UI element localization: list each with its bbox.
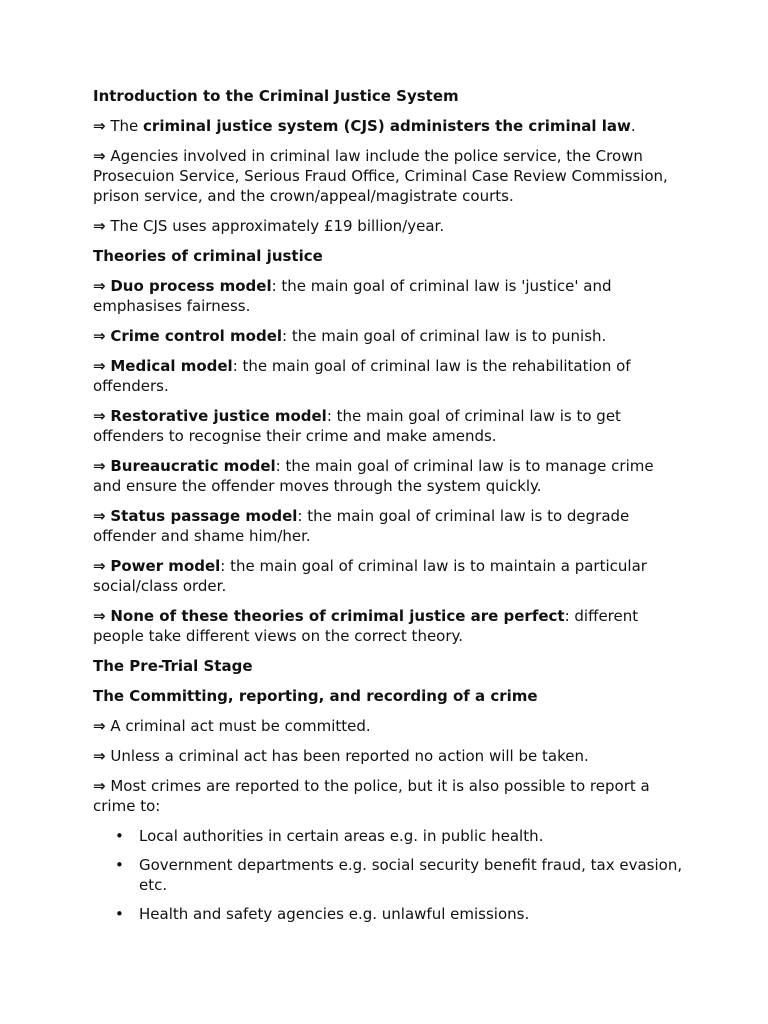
intro-p3-text: The CJS uses approximately £19 billion/year. [110,217,445,235]
arrow-icon: ⇒ [93,457,106,475]
theory-name: Restorative justice model [110,407,327,425]
bullet-icon: • [115,827,124,845]
theory-item [93,356,683,396]
arrow-icon: ⇒ [93,717,106,735]
pretrial-p3-text: Most crimes are reported to the police, but it is also possible to report a crime to: [93,777,650,815]
arrow-icon: ⇒ [93,217,106,235]
arrow-icon: ⇒ [93,747,106,765]
list-item-text: Local authorities in certain areas e.g. in public health. [139,827,544,845]
report-bodies-list [93,826,683,924]
theory-description: : the main goal of criminal law is to maintain a particular social/class order. [93,557,647,595]
arrow-icon: ⇒ [93,357,106,375]
pretrial-p1-text: A criminal act must be committed. [110,717,371,735]
arrow-icon: ⇒ [93,507,106,525]
arrow-icon: ⇒ [93,147,106,165]
intro-p2-text: Agencies involved in criminal law include the police service, the Crown Prosecuion Service, Serious Fraud Office, Criminal Case Review Commission, prison service, and the crown/appeal/magistrate courts. [93,147,668,205]
arrow-icon: ⇒ [93,777,106,795]
pretrial-paragraph-3 [93,776,683,816]
arrow-icon: ⇒ [93,557,106,575]
intro-heading: Introduction to the Criminal Justice System [93,87,459,105]
theory-description: : the main goal of criminal law is to get offenders to recognise their crime and make amends. [93,407,621,445]
theory-name: Duo process model [110,277,272,295]
arrow-icon: ⇒ [93,327,106,345]
intro-paragraph-3 [93,216,683,236]
list-item [93,855,683,895]
theory-name: Bureaucratic model [110,457,276,475]
theory-description: : the main goal of criminal law is to manage crime and ensure the offender moves through the system quickly. [93,457,654,495]
intro-paragraph-2 [93,146,683,206]
intro-p1-post: . [630,117,636,135]
pretrial-p2-text: Unless a criminal act has been reported no action will be taken. [110,747,589,765]
theory-name: Power model [110,557,221,575]
theory-item [93,456,683,496]
bullet-icon: • [115,856,124,874]
theory-item [93,506,683,546]
intro-paragraph-1 [93,116,683,136]
theory-name: Status passage model [110,507,298,525]
list-item [93,826,683,846]
theory-name: None of these theories of crimimal justice are perfect [110,607,565,625]
arrow-icon: ⇒ [93,277,106,295]
theory-description: : the main goal of criminal law is 'justice' and emphasises fairness. [93,277,612,315]
theory-name: Medical model [110,357,233,375]
intro-p1-pre: The [110,117,144,135]
theory-item [93,276,683,316]
pretrial-paragraph-1 [93,716,683,736]
document-body [93,86,683,933]
arrow-icon: ⇒ [93,117,106,135]
arrow-icon: ⇒ [93,407,106,425]
theory-description: : different people take different views on the correct theory. [93,607,639,645]
theory-description: : the main goal of criminal law is the rehabilitation of offenders. [93,357,631,395]
bullet-icon: • [115,905,124,923]
theory-item [93,606,683,646]
intro-p1-bold: criminal justice system (CJS) administers the criminal law [143,117,631,135]
theory-description: : the main goal of criminal law is to degrade offender and shame him/her. [93,507,630,545]
theory-item [93,406,683,446]
theory-name: Crime control model [110,327,283,345]
pretrial-paragraph-2 [93,746,683,766]
arrow-icon: ⇒ [93,607,106,625]
list-item-text: Health and safety agencies e.g. unlawful emissions. [139,905,530,923]
pretrial-heading: The Pre-Trial Stage [93,657,253,675]
list-item [93,904,683,924]
list-item-text: Government departments e.g. social security benefit fraud, tax evasion, etc. [139,856,683,894]
theory-item [93,556,683,596]
theory-item [93,326,683,346]
theory-description: : the main goal of criminal law is to punish. [282,327,607,345]
pretrial-subheading: The Committing, reporting, and recording of a crime [93,687,538,705]
theories-heading: Theories of criminal justice [93,247,323,265]
